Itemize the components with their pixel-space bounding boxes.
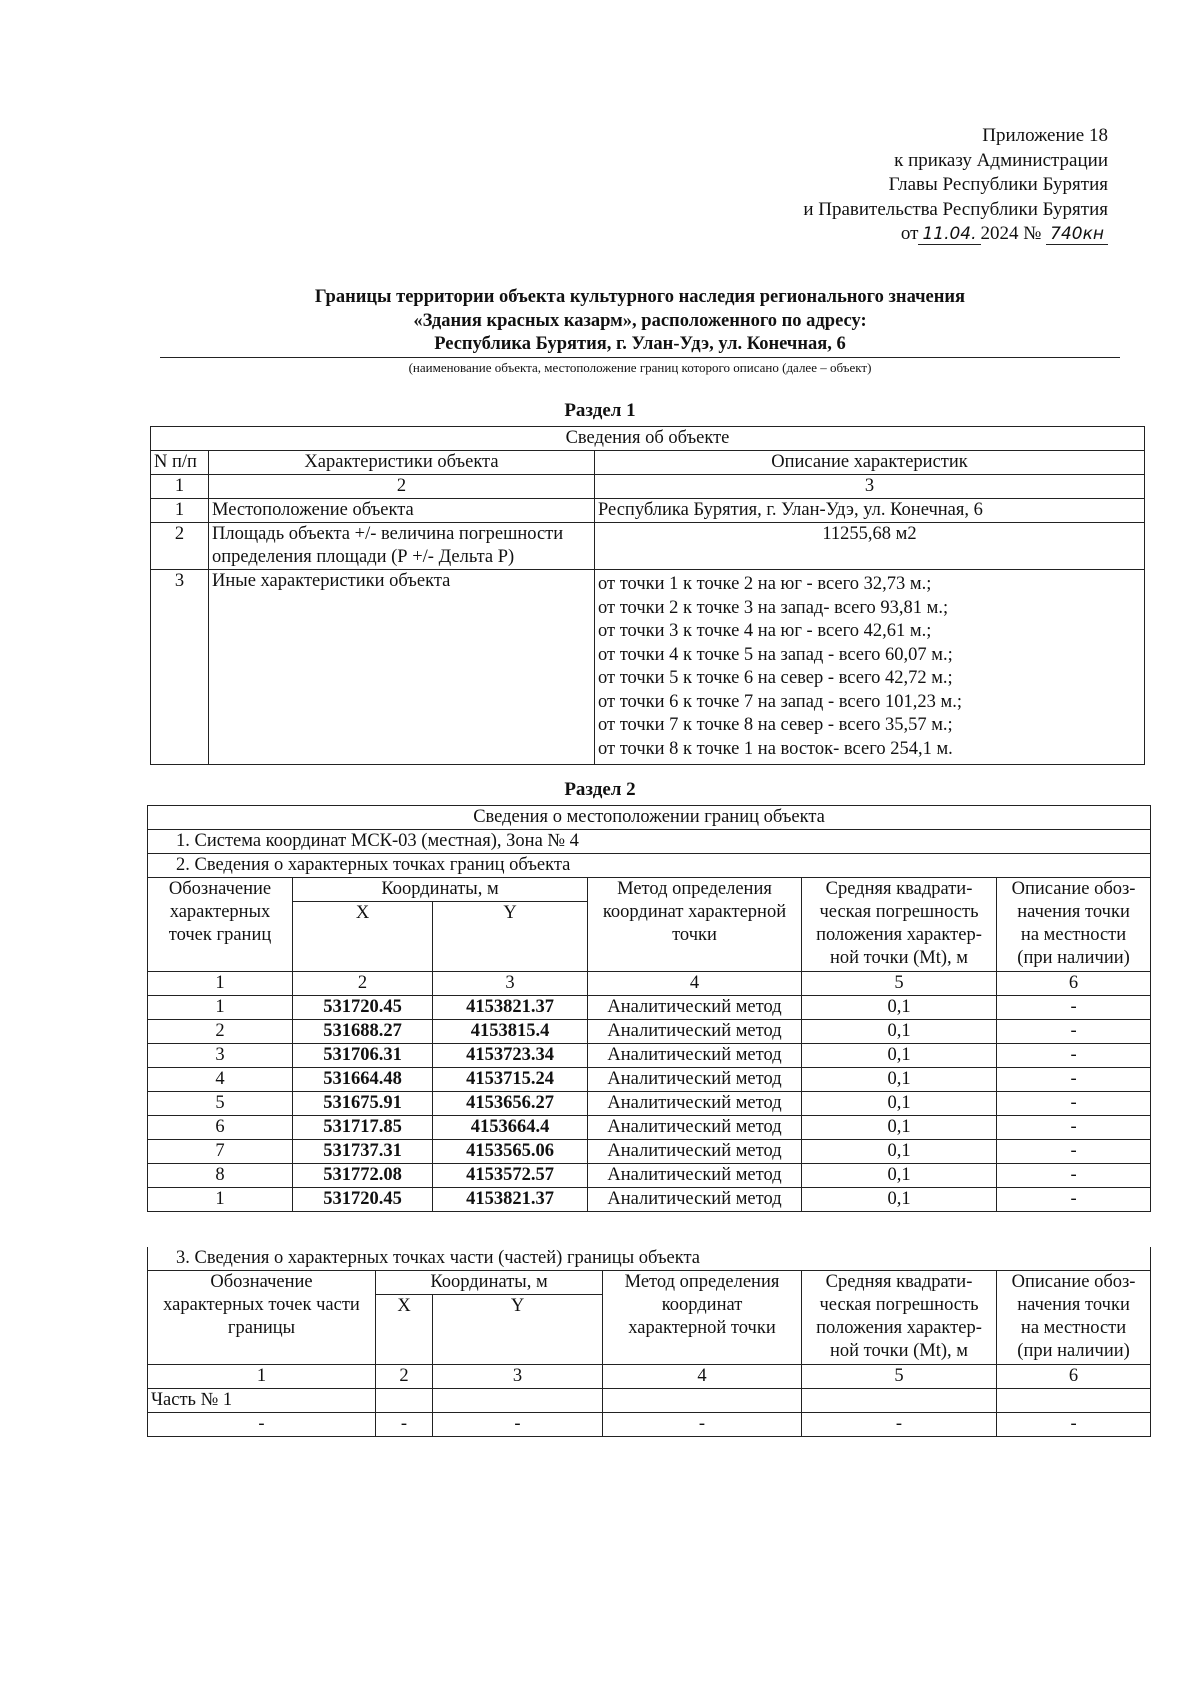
point-method: Аналитический метод — [588, 1188, 802, 1212]
table-row — [148, 1164, 1151, 1188]
annex-order: к приказу Администрации — [894, 149, 1108, 171]
header-line: границы — [227, 1318, 296, 1338]
column-number: 3 — [595, 475, 1145, 499]
point-desc: - — [997, 1188, 1151, 1212]
point-y: 4153723.34 — [433, 1044, 588, 1068]
date-prefix: от — [900, 223, 919, 244]
header-x: X — [376, 1295, 433, 1365]
header-coordinates: Координаты, м — [376, 1271, 603, 1295]
header-cell: Характеристики объекта — [209, 451, 595, 475]
header-line: характерных точек части — [163, 1295, 360, 1315]
point-method: Аналитический метод — [588, 1140, 802, 1164]
header-line: положения характер- — [816, 1318, 982, 1338]
header-line: характерных — [169, 902, 271, 922]
table-row — [148, 1140, 1151, 1164]
header-line: начения точки — [1017, 1295, 1130, 1315]
header-x: X — [293, 902, 433, 972]
dash-cell: - — [997, 1413, 1151, 1437]
row-value: 11255,68 м2 — [595, 523, 1145, 570]
header-line: (при наличии) — [1017, 948, 1130, 968]
header-line: (при наличии) — [1017, 1341, 1130, 1361]
row-number: 2 — [151, 523, 209, 570]
table-row — [148, 996, 1151, 1020]
annex-number: Приложение 18 — [982, 125, 1108, 146]
title-underline — [160, 357, 1120, 358]
handwritten-number: 740кн — [1046, 224, 1108, 245]
header-y: Y — [433, 1295, 603, 1365]
point-mt: 0,1 — [802, 1020, 997, 1044]
point-y: 4153821.37 — [433, 1188, 588, 1212]
header-line: Описание обоз- — [1011, 879, 1136, 899]
point-desc: - — [997, 1164, 1151, 1188]
point-mt: 0,1 — [802, 1116, 997, 1140]
table-row — [148, 1092, 1151, 1116]
header-line: ческая погрешность — [819, 1295, 979, 1315]
point-method: Аналитический метод — [588, 1044, 802, 1068]
point-number: 5 — [148, 1092, 293, 1116]
segments-cell — [595, 570, 1145, 765]
object-info-table — [150, 426, 1145, 765]
row-number: 3 — [151, 570, 209, 765]
point-x: 531675.91 — [293, 1092, 433, 1116]
header-line: точек границ — [168, 925, 272, 945]
header-line: ческая погрешность — [819, 902, 979, 922]
column-number: 5 — [802, 972, 997, 996]
segment-line: от точки 4 к точке 5 на запад - всего 60,07 м.; — [598, 644, 953, 665]
header-description — [997, 1271, 1151, 1365]
table-title: Сведения об объекте — [151, 427, 1145, 451]
column-number: 1 — [148, 1365, 376, 1389]
column-number: 3 — [433, 972, 588, 996]
boundary-parts-table — [147, 1247, 1151, 1437]
point-desc: - — [997, 1092, 1151, 1116]
points-subtitle: 2. Сведения о характерных точках границ объекта — [148, 854, 1151, 878]
header-point — [148, 878, 293, 972]
title-line-2: «Здания красных казарм», расположенного по адресу: — [413, 310, 867, 331]
segment-line: от точки 7 к точке 8 на север - всего 35,57 м.; — [598, 715, 953, 735]
empty-cell — [802, 1389, 997, 1413]
segment-line: от точки 8 к точке 1 на восток- всего 254,1 м. — [598, 738, 953, 759]
point-mt: 0,1 — [802, 1068, 997, 1092]
point-x: 531720.45 — [293, 996, 433, 1020]
header-line: положения характер- — [816, 925, 982, 945]
point-method: Аналитический метод — [588, 1092, 802, 1116]
point-method: Аналитический метод — [588, 1068, 802, 1092]
point-y: 4153565.06 — [433, 1140, 588, 1164]
point-x: 531772.08 — [293, 1164, 433, 1188]
dash-cell: - — [603, 1413, 802, 1437]
boundary-points-table — [147, 805, 1151, 1212]
header-line: на местности — [1020, 925, 1127, 945]
point-x: 531720.45 — [293, 1188, 433, 1212]
point-number: 8 — [148, 1164, 293, 1188]
header-line: начения точки — [1017, 902, 1130, 922]
point-number: 4 — [148, 1068, 293, 1092]
header-line: характерной точки — [628, 1318, 776, 1338]
dash-cell: - — [376, 1413, 433, 1437]
point-number: 6 — [148, 1116, 293, 1140]
table-row — [148, 1389, 1151, 1413]
segment-line: от точки 1 к точке 2 на юг - всего 32,73 м.; — [598, 574, 932, 594]
point-method: Аналитический метод — [588, 1116, 802, 1140]
column-number: 2 — [376, 1365, 433, 1389]
header-line: на местности — [1020, 1318, 1127, 1338]
column-number: 6 — [997, 1365, 1151, 1389]
point-x: 531717.85 — [293, 1116, 433, 1140]
point-desc: - — [997, 1140, 1151, 1164]
header-method — [603, 1271, 802, 1365]
column-number: 1 — [148, 972, 293, 996]
table-row — [148, 1044, 1151, 1068]
point-method: Аналитический метод — [588, 1020, 802, 1044]
header-line: координат характерной — [602, 902, 787, 922]
point-x: 531688.27 — [293, 1020, 433, 1044]
annex-government: и Правительства Республики Бурятия — [803, 198, 1108, 220]
table-title: Сведения о местоположении границ объекта — [148, 806, 1151, 830]
point-x: 531664.48 — [293, 1068, 433, 1092]
dash-cell: - — [433, 1413, 603, 1437]
header-description — [997, 878, 1151, 972]
header-line: координат — [661, 1295, 743, 1315]
point-y: 4153664.4 — [433, 1116, 588, 1140]
header-line: Обозначение — [210, 1272, 313, 1292]
header-line: Описание обоз- — [1011, 1272, 1136, 1292]
row-value: Республика Бурятия, г. Улан-Удэ, ул. Конечная, 6 — [595, 499, 1145, 523]
header-line: ной точки (Mt), м — [830, 948, 968, 968]
point-y: 4153821.37 — [433, 996, 588, 1020]
header-line: точки — [672, 925, 717, 945]
row-name-line: определения площади (Р +/- Дельта Р) — [212, 547, 515, 567]
header-line: Обозначение — [168, 879, 272, 899]
part-label: Часть № 1 — [148, 1389, 376, 1413]
point-mt: 0,1 — [802, 1092, 997, 1116]
row-name — [209, 523, 595, 570]
column-number: 1 — [151, 475, 209, 499]
column-number: 2 — [293, 972, 433, 996]
column-number: 4 — [603, 1365, 802, 1389]
point-mt: 0,1 — [802, 1044, 997, 1068]
column-number: 4 — [588, 972, 802, 996]
empty-cell — [997, 1389, 1151, 1413]
point-method: Аналитический метод — [588, 996, 802, 1020]
column-number: 3 — [433, 1365, 603, 1389]
point-mt: 0,1 — [802, 996, 997, 1020]
header-line: Средняя квадрати- — [825, 879, 973, 899]
point-mt: 0,1 — [802, 1188, 997, 1212]
parts-subtitle: 3. Сведения о характерных точках части (частей) границы объекта — [148, 1247, 1151, 1271]
header-point — [148, 1271, 376, 1365]
point-number: 1 — [148, 996, 293, 1020]
table-row — [148, 1068, 1151, 1092]
coordinate-system: 1. Система координат МСК-03 (местная), Зона № 4 — [148, 830, 1151, 854]
point-y: 4153656.27 — [433, 1092, 588, 1116]
point-x: 531737.31 — [293, 1140, 433, 1164]
header-line: ной точки (Mt), м — [830, 1341, 968, 1361]
column-number: 2 — [209, 475, 595, 499]
header-line: Метод определения — [617, 879, 772, 899]
header-y: Y — [433, 902, 588, 972]
title-caption: (наименование объекта, местоположение границ которого описано (далее – объект) — [408, 360, 872, 375]
point-desc: - — [997, 996, 1151, 1020]
empty-cell — [433, 1389, 603, 1413]
annex-header — [803, 124, 1108, 247]
title-line-1: Границы территории объекта культурного наследия регионального значения — [314, 287, 966, 307]
empty-cell — [603, 1389, 802, 1413]
header-error — [802, 1271, 997, 1365]
segment-line: от точки 3 к точке 4 на юг - всего 42,61 м.; — [598, 621, 932, 641]
dash-cell: - — [802, 1413, 997, 1437]
point-desc: - — [997, 1044, 1151, 1068]
header-cell: Описание характеристик — [595, 451, 1145, 475]
point-number: 7 — [148, 1140, 293, 1164]
header-method — [588, 878, 802, 972]
column-number: 5 — [802, 1365, 997, 1389]
segment-line: от точки 6 к точке 7 на запад - всего 101,23 м.; — [598, 691, 962, 712]
header-cell: N п/п — [151, 451, 209, 475]
header-line: Метод определения — [624, 1272, 780, 1292]
section1-heading: Раздел 1 — [564, 400, 636, 421]
segment-line: от точки 2 к точке 3 на запад- всего 93,81 м.; — [598, 597, 949, 618]
point-mt: 0,1 — [802, 1140, 997, 1164]
section2-heading: Раздел 2 — [564, 779, 636, 800]
annex-head: Главы Республики Бурятия — [888, 174, 1108, 195]
header-coordinates: Координаты, м — [293, 878, 588, 902]
segment-line: от точки 5 к точке 6 на север - всего 42,72 м.; — [598, 668, 953, 688]
point-mt: 0,1 — [802, 1164, 997, 1188]
empty-cell — [376, 1389, 433, 1413]
annex-date-row — [803, 222, 1108, 247]
row-name: Местоположение объекта — [209, 499, 595, 523]
dash-cell: - — [148, 1413, 376, 1437]
date-year: 2024 № — [980, 223, 1042, 244]
table-row — [148, 1413, 1151, 1437]
column-number: 6 — [997, 972, 1151, 996]
table-row — [148, 1116, 1151, 1140]
document-title — [160, 286, 1120, 357]
table-row — [148, 1188, 1151, 1212]
title-line-3: Республика Бурятия, г. Улан-Удэ, ул. Конечная, 6 — [434, 334, 846, 354]
handwritten-date: 11.04. — [918, 224, 980, 245]
point-y: 4153572.57 — [433, 1164, 588, 1188]
point-y: 4153815.4 — [433, 1020, 588, 1044]
point-number: 1 — [148, 1188, 293, 1212]
point-y: 4153715.24 — [433, 1068, 588, 1092]
point-number: 2 — [148, 1020, 293, 1044]
point-x: 531706.31 — [293, 1044, 433, 1068]
header-error — [802, 878, 997, 972]
row-name-line: Площадь объекта +/- величина погрешности — [212, 524, 564, 544]
point-desc: - — [997, 1068, 1151, 1092]
row-name: Иные характеристики объекта — [209, 570, 595, 765]
point-method: Аналитический метод — [588, 1164, 802, 1188]
table-row — [148, 1020, 1151, 1044]
header-line: Средняя квадрати- — [825, 1272, 973, 1292]
point-desc: - — [997, 1116, 1151, 1140]
point-desc: - — [997, 1020, 1151, 1044]
point-number: 3 — [148, 1044, 293, 1068]
row-number: 1 — [151, 499, 209, 523]
